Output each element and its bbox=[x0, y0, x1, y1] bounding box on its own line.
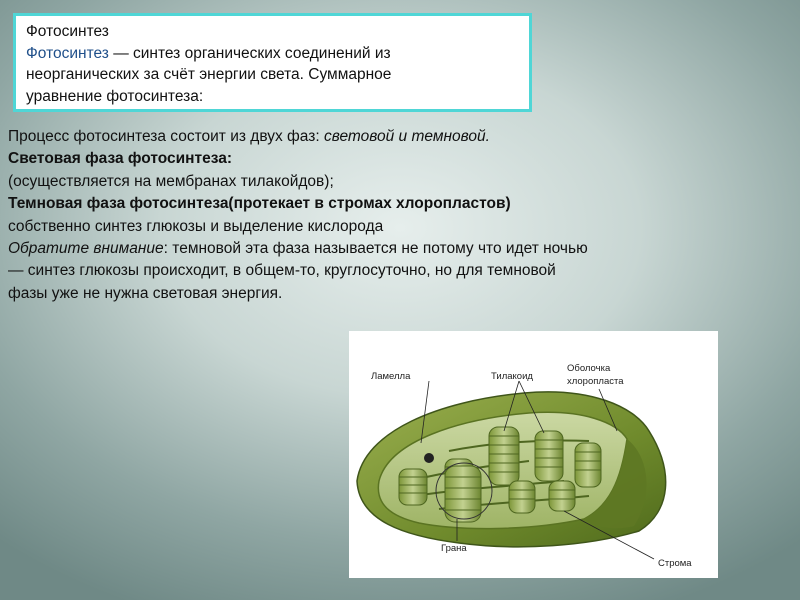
starch-grain bbox=[424, 453, 434, 463]
body-line-1-italic: световой и темновой. bbox=[323, 128, 490, 145]
light-phase-heading: Световая фаза фотосинтеза: bbox=[8, 150, 232, 168]
chloroplast-illustration bbox=[349, 331, 718, 578]
light-phase-description: (осуществляется на мембранах тилакойдов); bbox=[8, 172, 334, 190]
label-lamella: Ламелла bbox=[371, 371, 411, 382]
definition-text-line-1 bbox=[26, 43, 529, 65]
note-line-2: — синтез глюкозы происходит, в общем-то, круглосуточно, но для темновой bbox=[8, 262, 556, 280]
note-label: Обратите внимание bbox=[8, 240, 164, 258]
definition-heading: Фотосинтез bbox=[26, 23, 109, 40]
note-text: : темновой эта фаза называется не потому что идет ночью bbox=[163, 240, 588, 258]
granum-1 bbox=[399, 469, 427, 505]
note-line-1 bbox=[8, 238, 798, 260]
granum-8 bbox=[549, 481, 575, 511]
label-grana: Грана bbox=[441, 543, 467, 554]
body-line-1 bbox=[8, 126, 798, 148]
dark-phase-description: собственно синтез глюкозы и выделение кислорода bbox=[8, 217, 384, 235]
granum-4 bbox=[535, 431, 563, 481]
chloroplast-diagram bbox=[349, 331, 718, 578]
definition-text-rest: — синтез органических соединений из bbox=[108, 44, 391, 62]
label-envelope-line2: хлоропласта bbox=[567, 376, 624, 387]
body-line-1-plain: Процесс фотосинтеза состоит из двух фаз: bbox=[8, 128, 324, 145]
definition-text-line-2: неорганических за счёт энергии света. Суммарное bbox=[26, 66, 392, 83]
definition-term: Фотосинтез bbox=[26, 44, 109, 62]
note-line-3: фазы уже не нужна световая энергия. bbox=[8, 284, 283, 302]
label-stroma: Строма bbox=[658, 558, 692, 569]
label-envelope-line1: Оболочка bbox=[567, 363, 611, 374]
granum-5 bbox=[575, 443, 601, 487]
granum-3 bbox=[489, 427, 519, 485]
dark-phase-heading: Темновая фаза фотосинтеза(протекает в стромах хлоропластов) bbox=[8, 195, 511, 213]
body-text bbox=[8, 126, 798, 305]
definition-box bbox=[13, 13, 532, 112]
granum-6 bbox=[445, 466, 481, 522]
label-thylakoid: Тилакоид bbox=[491, 371, 533, 382]
definition-text-line-3: уравнение фотосинтеза: bbox=[26, 87, 204, 105]
granum-7 bbox=[509, 481, 535, 513]
